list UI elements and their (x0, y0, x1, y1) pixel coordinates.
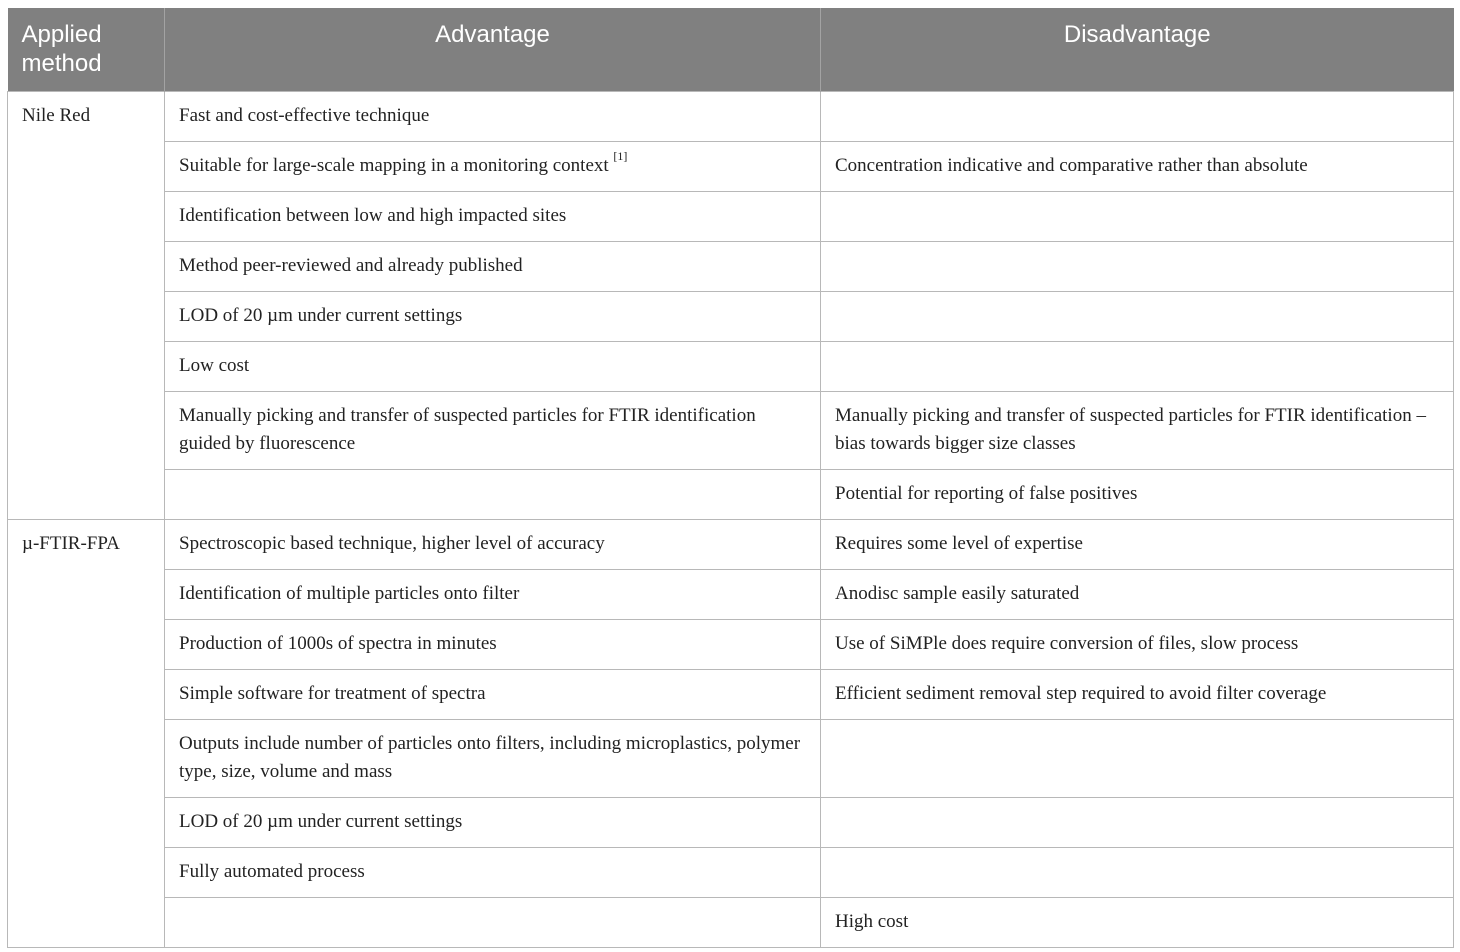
advantage-cell (165, 141, 821, 191)
table-row (8, 191, 1454, 241)
disadvantage-cell: Requires some level of expertise (821, 519, 1454, 569)
advantage-cell: Low cost (165, 341, 821, 391)
table-row (8, 569, 1454, 619)
disadvantage-cell (821, 341, 1454, 391)
advantage-cell: Fully automated process (165, 847, 821, 897)
disadvantage-cell: Concentration indicative and comparative rather than absolute (821, 141, 1454, 191)
disadvantage-cell: Efficient sediment removal step required to avoid filter coverage (821, 669, 1454, 719)
table-row (8, 391, 1454, 469)
advantage-cell: LOD of 20 µm under current settings (165, 797, 821, 847)
advantage-cell (165, 897, 821, 947)
method-cell: Nile Red (8, 91, 165, 519)
advantage-cell: LOD of 20 µm under current settings (165, 291, 821, 341)
disadvantage-cell (821, 719, 1454, 797)
disadvantage-cell: Potential for reporting of false positives (821, 469, 1454, 519)
advantage-cell: Spectroscopic based technique, higher level of accuracy (165, 519, 821, 569)
table-row (8, 141, 1454, 191)
table-row (8, 91, 1454, 141)
header-disadvantage: Disadvantage (821, 8, 1454, 91)
method-cell: µ-FTIR-FPA (8, 519, 165, 947)
header-advantage: Advantage (165, 8, 821, 91)
disadvantage-cell (821, 797, 1454, 847)
reference-marker: [1] (613, 149, 628, 164)
table-row (8, 519, 1454, 569)
advantage-cell: Identification between low and high impacted sites (165, 191, 821, 241)
table-row (8, 341, 1454, 391)
disadvantage-cell (821, 291, 1454, 341)
disadvantage-cell: Use of SiMPle does require conversion of files, slow process (821, 619, 1454, 669)
advantage-cell: Identification of multiple particles onto filter (165, 569, 821, 619)
disadvantage-cell (821, 847, 1454, 897)
advantage-cell: Outputs include number of particles onto filters, including microplastics, polymer type, size, volume and mass (165, 719, 821, 797)
table-header (8, 8, 1454, 91)
advantage-cell: Simple software for treatment of spectra (165, 669, 821, 719)
table-row (8, 619, 1454, 669)
table-row (8, 469, 1454, 519)
table-row (8, 897, 1454, 947)
disadvantage-cell (821, 191, 1454, 241)
table-row (8, 241, 1454, 291)
table-row (8, 669, 1454, 719)
table-row (8, 291, 1454, 341)
disadvantage-cell: Anodisc sample easily saturated (821, 569, 1454, 619)
table-row (8, 719, 1454, 797)
table-body (8, 91, 1454, 947)
advantage-cell: Method peer-reviewed and already published (165, 241, 821, 291)
disadvantage-cell (821, 241, 1454, 291)
disadvantage-cell (821, 91, 1454, 141)
advantage-text: Suitable for large-scale mapping in a monitoring context (179, 154, 609, 176)
table-row (8, 847, 1454, 897)
disadvantage-cell: High cost (821, 897, 1454, 947)
advantage-cell: Fast and cost-effective technique (165, 91, 821, 141)
table-row (8, 797, 1454, 847)
header-row (8, 8, 1454, 91)
advantage-cell: Manually picking and transfer of suspected particles for FTIR identification guided by fluorescence (165, 391, 821, 469)
disadvantage-cell: Manually picking and transfer of suspected particles for FTIR identification – bias towards bigger size classes (821, 391, 1454, 469)
advantage-cell (165, 469, 821, 519)
header-applied-method: Applied method (8, 8, 165, 91)
advantage-cell: Production of 1000s of spectra in minutes (165, 619, 821, 669)
comparison-table (7, 8, 1454, 948)
